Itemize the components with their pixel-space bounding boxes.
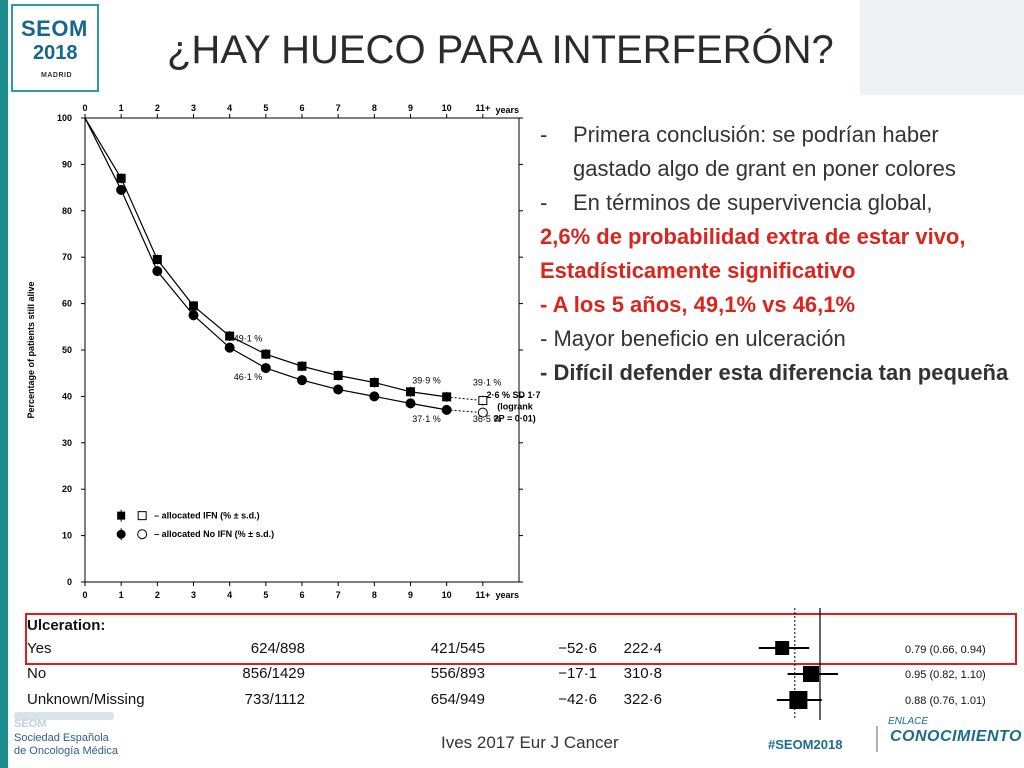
x-tick-label-bottom: 8 [371,590,377,600]
table-header: Ulceration: [27,617,106,634]
y-tick-label: 100 [56,113,72,123]
y-tick-label: 50 [61,345,72,355]
table-cell: −52·6 [558,640,597,657]
x-tick-label-bottom: 2 [154,590,160,600]
data-point-circle [442,405,451,414]
data-point-square [334,372,342,380]
legend-marker-square-open [138,512,146,520]
table-cell: 856/1429 [242,665,305,682]
x-tick-label-bottom: 1 [118,590,124,600]
table-cell: 654/949 [430,691,485,708]
table-cell: −17·1 [558,665,597,682]
footer-separator [876,726,878,752]
bullet-dash: - [540,122,548,147]
hazard-ratio-ci: 0.79 (0.66, 0.94) [905,644,986,656]
footer-logo-line2: Sociedad Española [14,732,109,744]
data-point-square [226,332,234,340]
bullet-item [540,118,1010,186]
row-label: Unknown/Missing [27,691,145,708]
y-axis-label: Percentage of patients still alive [26,281,36,419]
y-tick-label: 10 [61,530,72,541]
data-point-circle [370,392,379,401]
table-cell: 421/545 [430,640,485,657]
data-point-circle [261,364,270,373]
y-tick-label: 0 [66,577,72,587]
data-point-square [443,393,451,401]
legend-marker-circle-open [138,530,147,539]
table-cell: −42·6 [558,691,597,708]
x-tick-label-top: 10 [441,103,452,113]
data-point-square [407,388,415,396]
table-cell: 624/898 [250,640,305,657]
x-tick-label-bottom: 11+ [475,590,491,600]
logo-city: MADRID [41,72,72,79]
x-tick-label-top: 2 [154,103,160,113]
estimate-square [803,666,819,682]
data-point-square [117,174,125,182]
plot-frame [85,118,519,582]
legend-label: – allocated IFN (% ± s.d.) [154,510,260,521]
y-tick-label: 90 [61,159,72,170]
annotation-label: 46·1 % [233,372,263,383]
data-point-circle [298,376,307,385]
data-point-square [262,350,270,358]
table-row [27,691,1017,711]
table-row [27,640,1017,660]
annotation-label: 36·5 % [472,413,502,424]
annotation-label: 2P = 0·01) [493,413,536,424]
x-tick-label-bottom: 4 [227,590,233,600]
annotation-label: 2·6 % SD 1·7 [486,389,541,400]
data-point-circle [117,185,126,194]
data-point-square [370,378,378,386]
bullet-dash: - [540,190,548,215]
x-axis-label-top: years [495,105,519,115]
legend-label: – allocated No IFN (% ± s.d.) [154,529,275,540]
x-tick-label-bottom: 5 [263,590,269,600]
x-tick-label-top: 0 [82,103,88,113]
logo-year: 2018 [33,42,78,64]
logo-brand: SEOM [21,16,88,41]
x-axis-label-bottom: years [495,590,519,600]
hazard-ratio-ci: 0.95 (0.82, 1.10) [905,669,986,681]
y-tick-label: 60 [61,298,72,309]
conclusions-list [540,118,1010,390]
data-point-circle [189,311,198,320]
y-tick-label: 70 [61,252,72,263]
estimate-square [775,641,789,655]
data-point-circle [225,343,234,352]
ulceration-table [22,608,1020,720]
x-tick-label-top: 4 [227,103,233,113]
slogan-line2: CONOCIMIENTO [890,728,1022,745]
data-point-circle [334,385,343,394]
citation: Ives 2017 Eur J Cancer [441,733,619,752]
table-row [27,665,1017,685]
data-point-square [298,362,306,370]
header-decor [860,0,1024,95]
footer-logo-line3: de Oncología Médica [14,745,118,757]
row-label: No [27,665,47,682]
x-tick-label-bottom: 0 [82,590,88,600]
x-tick-label-top: 5 [263,103,269,113]
row-label: Yes [27,640,52,657]
slogan-line1: ENLACE [888,716,929,727]
table-cell: 222·4 [623,640,662,657]
survival-chart [22,98,541,612]
seom-footer-logo [14,712,124,762]
x-tick-label-bottom: 3 [190,590,197,600]
y-tick-label: 40 [61,391,72,402]
x-tick-label-top: 9 [407,103,414,113]
x-tick-label-top: 3 [190,103,197,113]
annotation-label: 49·1 % [233,333,263,344]
slide-title: ¿HAY HUECO PARA INTERFERÓN? [167,28,834,72]
bullet-item: - Mayor beneficio en ulceración [540,326,846,351]
x-tick-label-bottom: 7 [335,590,341,600]
data-point-circle [153,267,162,276]
annotation-label: 39·1 % [472,377,502,388]
x-tick-label-top: 7 [335,103,341,113]
y-tick-label: 80 [61,205,72,216]
y-tick-label: 30 [61,437,72,448]
footer-logo-word: SEOM [14,718,47,730]
highlight-statement: - A los 5 años, 49,1% vs 46,1% [540,292,856,317]
seom-2018-logo [11,4,99,92]
data-point-square [153,256,161,264]
table-cell: 733/1112 [244,691,305,708]
estimate-square [789,691,807,709]
series-extension [447,397,483,401]
hashtag: #SEOM2018 [768,737,843,752]
x-tick-label-top: 1 [118,103,124,113]
x-tick-label-bottom: 10 [441,590,452,600]
x-tick-label-top: 8 [371,103,377,113]
data-point-square [190,302,198,310]
x-tick-label-bottom: 9 [407,590,414,600]
hazard-ratio-ci: 0.88 (0.76, 1.01) [905,695,986,707]
table-cell: 556/893 [430,665,485,682]
bullet-item: - Difícil defender esta diferencia tan pequeña [540,360,1009,385]
annotation-label: (logrank [497,401,533,412]
left-decor-strip [0,0,8,768]
y-tick-label: 20 [61,484,72,495]
x-tick-label-bottom: 6 [299,590,305,600]
bullet-text: En términos de supervivencia global, [573,190,933,215]
x-tick-label-top: 11+ [475,103,491,113]
survival-chart-svg [22,98,541,612]
data-point-circle [406,399,415,408]
bullet-item [540,186,1010,220]
table-cell: 310·8 [623,665,662,682]
forest-plot [742,608,862,720]
annotation-label: 39·9 % [412,375,441,386]
bullet-text: Primera conclusión: se podrían haber gastado algo de grant en poner colores [573,122,956,181]
series-extension [447,410,483,413]
table-cell: 322·6 [623,691,662,708]
highlight-statement: 2,6% de probabilidad extra de estar vivo, Estadísticamente significativo [540,224,966,283]
annotation-label: 37·1 % [412,413,441,424]
x-tick-label-top: 6 [299,103,305,113]
